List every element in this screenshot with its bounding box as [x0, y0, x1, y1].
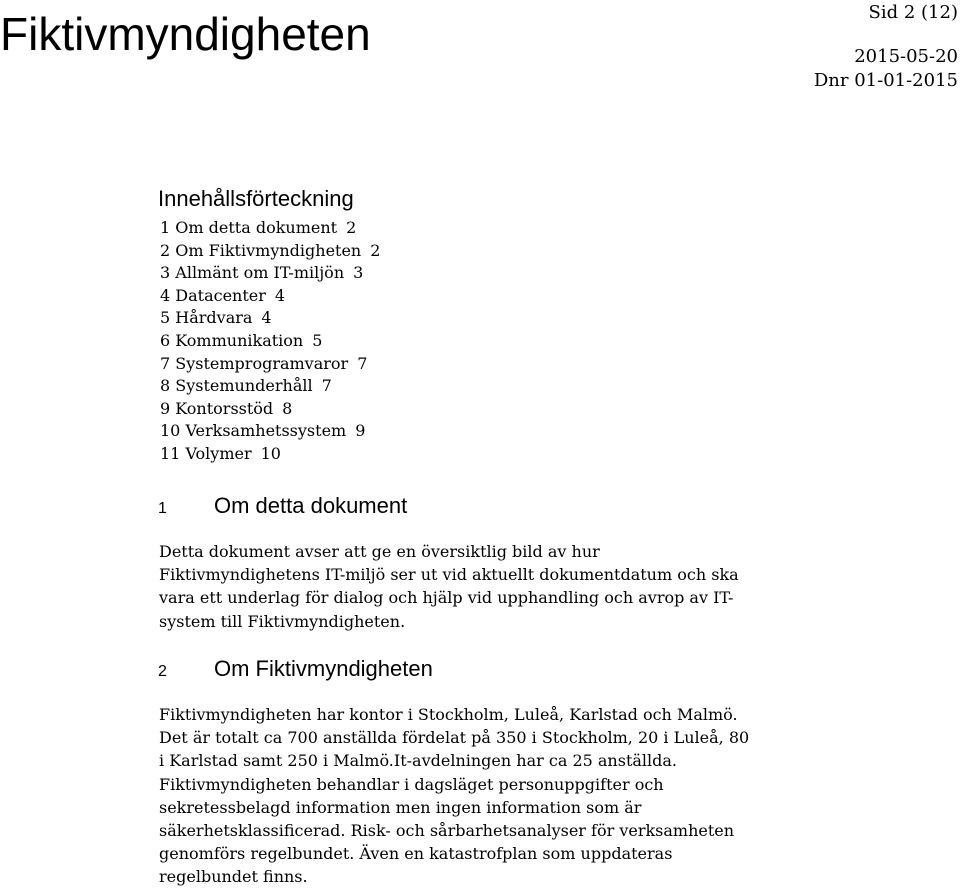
toc-entry[interactable] [160, 262, 380, 285]
toc-entry-page: 7 [357, 353, 368, 373]
toc-entry-page: 3 [353, 263, 364, 283]
toc-list [160, 217, 380, 466]
section-number: 1 [158, 500, 167, 517]
toc-entry[interactable] [160, 217, 380, 240]
toc-entry-title: 10 Verksamhetssystem [160, 421, 347, 441]
body-line: Fiktivmyndighetens IT-miljö ser ut vid aktuellt dokumentdatum och ska [159, 565, 739, 585]
section-body [159, 703, 749, 889]
toc-entry[interactable] [160, 398, 380, 421]
toc-entry-title: 6 Kommunikation [160, 330, 304, 350]
toc-entry-title: 9 Kontorsstöd [160, 398, 274, 418]
body-line: regelbundet finns. [159, 867, 308, 887]
body-line: genomförs regelbundet. Även en katastrofplan som uppdateras [159, 844, 673, 864]
body-line: system till Fiktivmyndigheten. [159, 611, 406, 631]
toc-entry[interactable] [160, 307, 380, 330]
section-title: Om Fiktivmyndigheten [214, 656, 433, 681]
section-body [159, 540, 739, 633]
body-line: Detta dokument avser att ge en översiktlig bild av hur [159, 542, 600, 561]
body-line: Fiktivmyndigheten har kontor i Stockholm, Luleå, Karlstad och Malmö. [159, 705, 738, 724]
page-number: Sid 2 (12) [868, 2, 958, 23]
section-title: Om detta dokument [214, 493, 408, 518]
toc-entry-page: 2 [370, 240, 381, 260]
body-line: i Karlstad samt 250 i Malmö.It-avdelningen har ca 25 anställda. [159, 751, 678, 771]
toc-entry[interactable] [160, 330, 380, 353]
organization-name: Fiktivmyndigheten [0, 8, 371, 60]
toc-entry-page: 8 [282, 398, 293, 418]
toc-entry-title: 2 Om Fiktivmyndigheten [160, 240, 362, 260]
section-number: 2 [158, 663, 167, 680]
toc-entry-title: 3 Allmänt om IT-miljön [160, 263, 345, 283]
document-date: 2015-05-20 [854, 46, 958, 67]
document-reference-number: Dnr 01-01-2015 [813, 70, 958, 91]
toc-entry-title: 8 Systemunderhåll [160, 376, 313, 396]
toc-entry-page: 2 [346, 218, 357, 237]
toc-heading: Innehållsförteckning [158, 186, 354, 211]
body-line: Fiktivmyndigheten behandlar i dagsläget personuppgifter och [159, 774, 664, 794]
toc-entry-title: 1 Om detta dokument [160, 218, 338, 237]
section-heading [158, 491, 407, 524]
toc-entry-title: 4 Datacenter [160, 285, 266, 305]
toc-entry[interactable] [160, 443, 380, 466]
body-line: Det är totalt ca 700 anställda fördelat på 350 i Stockholm, 20 i Luleå, 80 [159, 728, 750, 748]
toc-entry-page: 7 [321, 376, 332, 396]
toc-entry-title: 5 Hårdvara [160, 308, 253, 328]
toc-entry-page: 9 [355, 421, 366, 441]
toc-entry-page: 4 [274, 285, 286, 305]
section-heading [158, 654, 433, 687]
body-line: sekretessbelagd information men ingen information som är [159, 797, 642, 817]
toc-entry-title: 7 Systemprogramvaror [160, 353, 349, 373]
body-line: vara ett underlag för dialog och hjälp vid upphandling och avrop av IT- [159, 588, 734, 608]
toc-entry-page: 4 [261, 308, 272, 328]
body-line: säkerhetsklassificerad. Risk- och sårbarhetsanalyser för verksamheten [159, 821, 735, 841]
toc-entry-page: 10 [260, 443, 281, 463]
toc-entry[interactable] [160, 375, 380, 398]
toc-entry[interactable] [160, 420, 380, 443]
toc-entry[interactable] [160, 285, 380, 308]
toc-entry[interactable] [160, 353, 380, 376]
toc-entry[interactable] [160, 240, 380, 263]
toc-entry-page: 5 [312, 330, 323, 350]
toc-entry-title: 11 Volymer [160, 443, 252, 463]
